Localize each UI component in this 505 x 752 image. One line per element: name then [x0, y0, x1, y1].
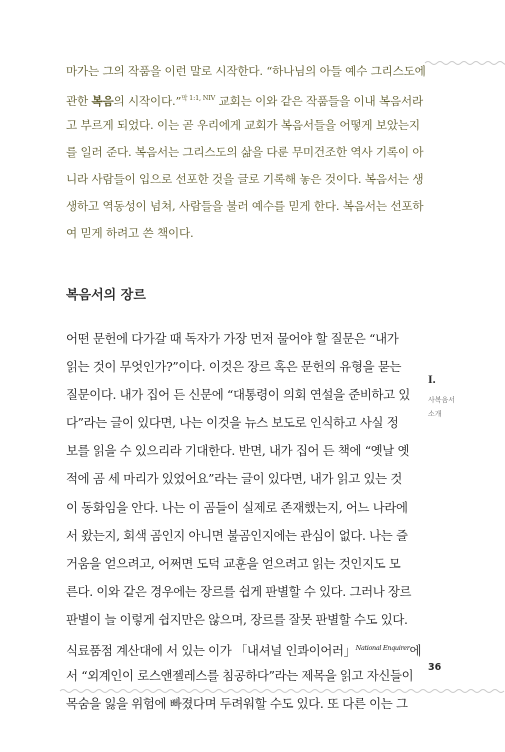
intro-line: 관한 복음의 시작이다.”$^{막 1:1, NIV}$ 교회는 이와 같은 작품들을 이내 복음서라: [66, 93, 423, 108]
body-line: 질문이다. 내가 집어 든 신문에 “대통령이 의회 연설을 준비하고 있: [66, 387, 410, 403]
intro-line: 니라 사람들이 입으로 선포한 것을 글로 기록해 놓은 것이다. 복음서는 생: [66, 172, 424, 186]
body-line: 목숨을 잃을 위험에 빠졌다며 두려워할 수도 있다. 또 다른 이는 그: [66, 696, 408, 712]
body-line: 어떤 문헌에 다가갈 때 독자가 가장 먼저 물어야 할 질문은 “내가: [66, 331, 399, 346]
bold-term: 복음: [91, 93, 114, 108]
section-heading: 복음서의 장르: [66, 288, 146, 303]
intro-line: 생하고 역동성이 넘쳐, 사람들을 불러 예수를 믿게 한다. 복음서는 선포하: [66, 199, 424, 213]
scripture-reference: 막 1:1, NIV: [181, 94, 216, 102]
body-line: 읽는 것이 무엇인가?”이다. 이것은 장르 혹은 문헌의 유형을 묻는: [66, 359, 402, 375]
body-paragraph: [66, 325, 422, 718]
chapter-label: 소개: [428, 410, 442, 418]
body-line: 식료품점 계산대에 서 있는 이가 「내셔널 인콰이어러」$^{National Enquirer}$에: [66, 643, 422, 659]
body-line: 서 “외계인이 로스앤젤레스를 침공하다”라는 제목을 읽고 자신들이: [66, 668, 414, 684]
intro-line: 고 부르게 되었다. 이는 곧 우리에게 교회가 복음서들을 어떻게 보았는지: [66, 118, 420, 132]
body-line: 거움을 얻으려고, 어쩌면 도덕 교훈을 얻으려고 읽는 것인지도 모: [66, 555, 401, 571]
body-line: 다”라는 글이 있다면, 나는 이것을 뉴스 보도로 인식하고 사실 정: [66, 415, 399, 431]
chapter-label: 사복음서: [428, 396, 456, 404]
body-line: 판별이 늘 이렇게 쉽지만은 않으며, 장르를 잘못 판별할 수도 있다.: [66, 611, 408, 627]
intro-line: 여 믿게 하려고 쓴 책이다.: [66, 226, 194, 240]
intro-line: 마가는 그의 작품을 이런 말로 시작한다. “하나님의 아들 예수 그리스도에: [66, 64, 426, 78]
intro-line: 를 일러 준다. 복음서는 그리스도의 삶을 다룬 무미건조한 역사 기록이 아: [66, 145, 424, 159]
foreign-title: National Enquirer: [355, 644, 410, 653]
body-line: 이 동화임을 안다. 나는 이 곰들이 실제로 존재했는지, 어느 나라에: [66, 499, 408, 515]
intro-paragraph: [66, 58, 426, 247]
body-line: 서 왔는지, 회색 곰인지 아니면 불곰인지에는 관심이 없다. 나는 즐: [66, 527, 408, 543]
chapter-number: I.: [428, 372, 436, 386]
page-number: 36: [428, 662, 442, 673]
top-wavy-rule: [425, 60, 505, 66]
body-line: 적에 곰 세 마리가 있었어요”라는 글이 있다면, 내가 읽고 있는 것: [66, 471, 402, 487]
body-line: 보를 읽을 수 있으리라 기대한다. 반면, 내가 집어 든 책에 “옛날 옛: [66, 443, 410, 459]
body-line: 른다. 이와 같은 경우에는 장르를 쉽게 판별할 수 있다. 그러나 장르: [66, 583, 412, 599]
